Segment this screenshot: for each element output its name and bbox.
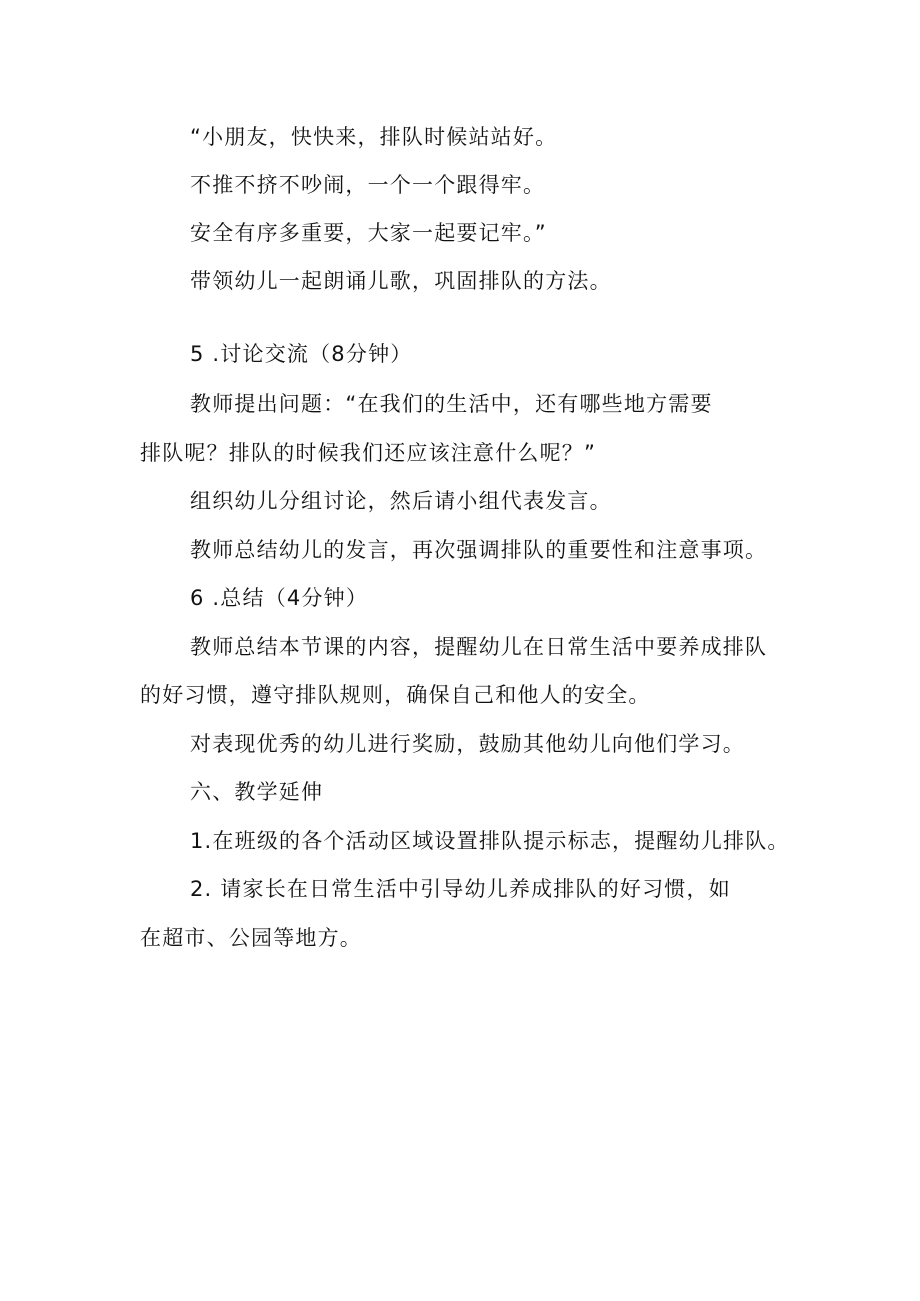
paragraph-recite-rhyme: 带领幼儿一起朗诵儿歌，巩固排队的方法。 <box>190 269 612 293</box>
nursery-rhyme-line-1: “小朋友，快快来，排队时候站站好。 <box>190 125 558 149</box>
list-item-extension-2-line-2: 在超市、公园等地方。 <box>140 926 362 950</box>
section-heading-extension: 六、教学延伸 <box>190 780 324 804</box>
paragraph-lesson-summary-1: 教师总结本节课的内容，提醒幼儿在日常生活中要养成排队 <box>190 635 768 659</box>
paragraph-lesson-summary-2: 的好习惯，遵守排队规则，确保自己和他人的安全。 <box>140 683 651 707</box>
paragraph-teacher-question-1: 教师提出问题：“在我们的生活中，还有哪些地方需要 <box>190 392 713 416</box>
nursery-rhyme-line-3: 安全有序多重要，大家一起要记牢。” <box>190 221 547 245</box>
section-heading-summary: 6 .总结（4分钟） <box>190 586 369 610</box>
paragraph-teacher-summary: 教师总结幼儿的发言，再次强调排队的重要性和注意事项。 <box>190 538 768 562</box>
paragraph-reward: 对表现优秀的幼儿进行奖励，鼓励其他幼儿向他们学习。 <box>190 732 745 756</box>
list-item-extension-1: 1.在班级的各个活动区域设置排队提示标志，提醒幼儿排队。 <box>190 829 790 853</box>
list-item-extension-2-line-1: 2. 请家长在日常生活中引导幼儿养成排队的好习惯，如 <box>190 877 731 901</box>
paragraph-teacher-question-2: 排队呢？排队的时候我们还应该注意什么呢？” <box>140 441 597 465</box>
section-heading-discussion: 5 .讨论交流（8分钟） <box>190 342 413 366</box>
paragraph-group-discussion: 组织幼儿分组讨论，然后请小组代表发言。 <box>190 489 612 513</box>
nursery-rhyme-line-2: 不推不挤不吵闹，一个一个跟得牢。 <box>190 173 546 197</box>
